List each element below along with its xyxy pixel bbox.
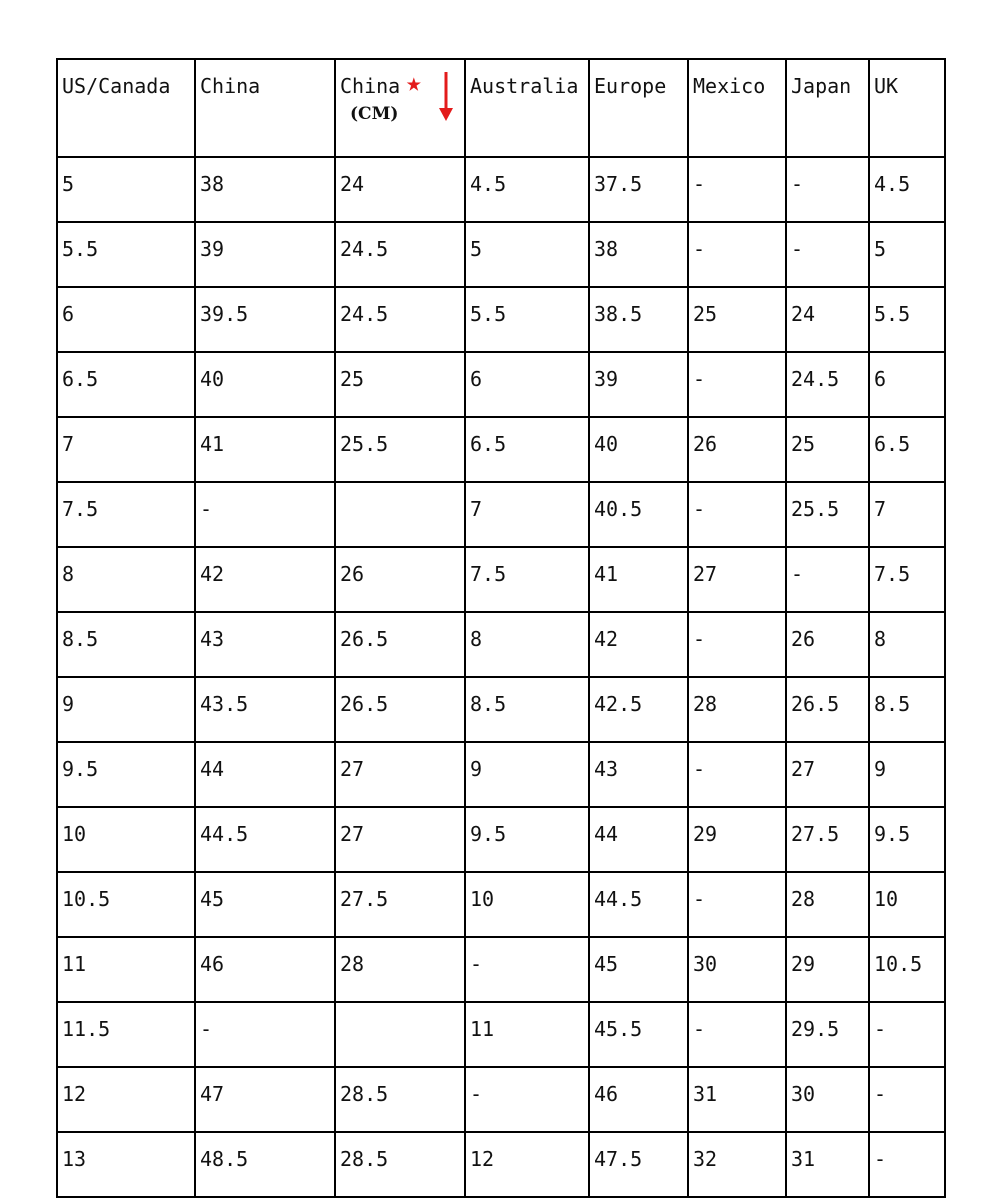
- table-cell: 31: [688, 1067, 786, 1132]
- table-cell: 44.5: [589, 872, 688, 937]
- table-cell: 43: [195, 612, 335, 677]
- table-cell: [335, 1002, 465, 1067]
- table-cell: -: [195, 482, 335, 547]
- table-cell: 25.5: [335, 417, 465, 482]
- table-cell: 26: [688, 417, 786, 482]
- table-cell: 48.5: [195, 1132, 335, 1197]
- header-row: [57, 59, 945, 157]
- table-cell: 10.5: [57, 872, 195, 937]
- table-row: [57, 482, 945, 547]
- table-row: [57, 547, 945, 612]
- table-cell: 7: [869, 482, 945, 547]
- table-cell: 37.5: [589, 157, 688, 222]
- table-cell: 40: [195, 352, 335, 417]
- table-cell: 28: [786, 872, 869, 937]
- header-label: Mexico: [693, 74, 766, 98]
- table-cell: 28: [688, 677, 786, 742]
- table-cell: 46: [195, 937, 335, 1002]
- table-cell: -: [688, 482, 786, 547]
- table-cell: -: [688, 157, 786, 222]
- table-body: [57, 157, 945, 1197]
- table-cell: -: [688, 742, 786, 807]
- table-row: [57, 417, 945, 482]
- table-cell: 26.5: [335, 612, 465, 677]
- table-row: [57, 937, 945, 1002]
- table-cell: 27: [335, 807, 465, 872]
- table-cell: 11.5: [57, 1002, 195, 1067]
- table-cell: -: [465, 937, 589, 1002]
- table-cell: -: [688, 1002, 786, 1067]
- table-cell: 8: [57, 547, 195, 612]
- table-cell: 6: [57, 287, 195, 352]
- table-cell: 44.5: [195, 807, 335, 872]
- table-cell: 5.5: [465, 287, 589, 352]
- table-cell: 11: [57, 937, 195, 1002]
- star-icon: ★: [406, 68, 422, 98]
- table-cell: 9: [57, 677, 195, 742]
- table-cell: 24: [786, 287, 869, 352]
- table-cell: -: [688, 612, 786, 677]
- table-cell: 8.5: [57, 612, 195, 677]
- table-cell: 44: [589, 807, 688, 872]
- table-cell: 12: [465, 1132, 589, 1197]
- size-conversion-table: [56, 58, 946, 1198]
- table-cell: 28: [335, 937, 465, 1002]
- table-row: [57, 872, 945, 937]
- unit-label-cm: (CM): [350, 104, 399, 124]
- table-cell: 5.5: [57, 222, 195, 287]
- table-cell: 9.5: [869, 807, 945, 872]
- table-cell: 29: [786, 937, 869, 1002]
- table-cell: 27.5: [786, 807, 869, 872]
- table-cell: 44: [195, 742, 335, 807]
- table-cell: 45: [195, 872, 335, 937]
- table-cell: 39.5: [195, 287, 335, 352]
- table-cell: 42: [589, 612, 688, 677]
- table-cell: -: [195, 1002, 335, 1067]
- table-cell: 25: [688, 287, 786, 352]
- table-cell: 24.5: [786, 352, 869, 417]
- table-cell: 25.5: [786, 482, 869, 547]
- table-cell: 6.5: [465, 417, 589, 482]
- header-label: China: [200, 74, 261, 98]
- table-cell: -: [465, 1067, 589, 1132]
- table-cell: 39: [195, 222, 335, 287]
- table-cell: 7.5: [57, 482, 195, 547]
- table-cell: 6: [465, 352, 589, 417]
- table-cell: 8: [465, 612, 589, 677]
- table-cell: 41: [195, 417, 335, 482]
- table-cell: -: [688, 352, 786, 417]
- table-cell: 4.5: [465, 157, 589, 222]
- table-cell: 30: [688, 937, 786, 1002]
- table-row: [57, 287, 945, 352]
- table-row: [57, 352, 945, 417]
- table-cell: [335, 482, 465, 547]
- table-cell: 27: [688, 547, 786, 612]
- table-cell: -: [786, 547, 869, 612]
- table-cell: 38: [195, 157, 335, 222]
- table-row: [57, 612, 945, 677]
- table-cell: 27.5: [335, 872, 465, 937]
- table-cell: 26.5: [335, 677, 465, 742]
- table-row: [57, 222, 945, 287]
- table-cell: 25: [335, 352, 465, 417]
- header-china: [195, 59, 335, 157]
- table-cell: 6: [869, 352, 945, 417]
- header-label: UK: [874, 74, 899, 98]
- table-cell: 24.5: [335, 287, 465, 352]
- table-row: [57, 157, 945, 222]
- table-cell: 31: [786, 1132, 869, 1197]
- table-cell: 29.5: [786, 1002, 869, 1067]
- table-cell: -: [688, 222, 786, 287]
- table-cell: 7.5: [869, 547, 945, 612]
- table-cell: 40: [589, 417, 688, 482]
- table-cell: -: [869, 1132, 945, 1197]
- table-cell: 9.5: [465, 807, 589, 872]
- table-cell: 8.5: [869, 677, 945, 742]
- table-cell: 10.5: [869, 937, 945, 1002]
- header-japan: [786, 59, 869, 157]
- table-cell: 47: [195, 1067, 335, 1132]
- table-cell: 26: [335, 547, 465, 612]
- table-cell: 6.5: [869, 417, 945, 482]
- table-cell: 29: [688, 807, 786, 872]
- table-cell: -: [786, 222, 869, 287]
- table-cell: 4.5: [869, 157, 945, 222]
- table-cell: 9: [465, 742, 589, 807]
- header-uk: [869, 59, 945, 157]
- header-australia: [465, 59, 589, 157]
- table-cell: 10: [465, 872, 589, 937]
- table-cell: 26.5: [786, 677, 869, 742]
- table-cell: 30: [786, 1067, 869, 1132]
- table-cell: -: [869, 1002, 945, 1067]
- table-cell: 43.5: [195, 677, 335, 742]
- table-cell: 39: [589, 352, 688, 417]
- header-china-cm: [335, 59, 465, 157]
- table-cell: 5.5: [869, 287, 945, 352]
- table-cell: 9: [869, 742, 945, 807]
- table-cell: 7: [57, 417, 195, 482]
- table-cell: 7.5: [465, 547, 589, 612]
- table-cell: 5: [465, 222, 589, 287]
- table-row: [57, 1067, 945, 1132]
- table-cell: -: [786, 157, 869, 222]
- down-arrow-icon: [438, 70, 454, 122]
- table-cell: 25: [786, 417, 869, 482]
- table-cell: 28.5: [335, 1132, 465, 1197]
- table-cell: 28.5: [335, 1067, 465, 1132]
- table-cell: 38.5: [589, 287, 688, 352]
- table-cell: 11: [465, 1002, 589, 1067]
- table-cell: 24: [335, 157, 465, 222]
- table-cell: 8.5: [465, 677, 589, 742]
- table-cell: 32: [688, 1132, 786, 1197]
- table-cell: 45: [589, 937, 688, 1002]
- header-label: Japan: [791, 74, 852, 98]
- table-cell: 12: [57, 1067, 195, 1132]
- table-cell: -: [688, 872, 786, 937]
- header-us-canada: [57, 59, 195, 157]
- table-cell: 45.5: [589, 1002, 688, 1067]
- table-cell: 38: [589, 222, 688, 287]
- table-row: [57, 1002, 945, 1067]
- table-cell: 8: [869, 612, 945, 677]
- table-cell: 24.5: [335, 222, 465, 287]
- table-cell: 5: [57, 157, 195, 222]
- table-cell: 47.5: [589, 1132, 688, 1197]
- header-label: Europe: [594, 74, 667, 98]
- table-row: [57, 677, 945, 742]
- table-cell: 27: [786, 742, 869, 807]
- header-label: Australia: [470, 74, 579, 98]
- table-cell: -: [869, 1067, 945, 1132]
- header-china-cm-wrap: [340, 68, 464, 156]
- header-europe: [589, 59, 688, 157]
- table-row: [57, 742, 945, 807]
- header-label: US/Canada: [62, 74, 171, 98]
- table-cell: 13: [57, 1132, 195, 1197]
- header-label: China: [340, 74, 401, 98]
- table-cell: 6.5: [57, 352, 195, 417]
- table-cell: 10: [57, 807, 195, 872]
- table-cell: 41: [589, 547, 688, 612]
- table-cell: 7: [465, 482, 589, 547]
- table-cell: 9.5: [57, 742, 195, 807]
- table-cell: 42.5: [589, 677, 688, 742]
- table-cell: 27: [335, 742, 465, 807]
- table-cell: 5: [869, 222, 945, 287]
- table-cell: 42: [195, 547, 335, 612]
- table-cell: 46: [589, 1067, 688, 1132]
- table-cell: 10: [869, 872, 945, 937]
- table-cell: 26: [786, 612, 869, 677]
- table-row: [57, 807, 945, 872]
- table-cell: 43: [589, 742, 688, 807]
- table-row: [57, 1132, 945, 1197]
- header-mexico: [688, 59, 786, 157]
- table-cell: 40.5: [589, 482, 688, 547]
